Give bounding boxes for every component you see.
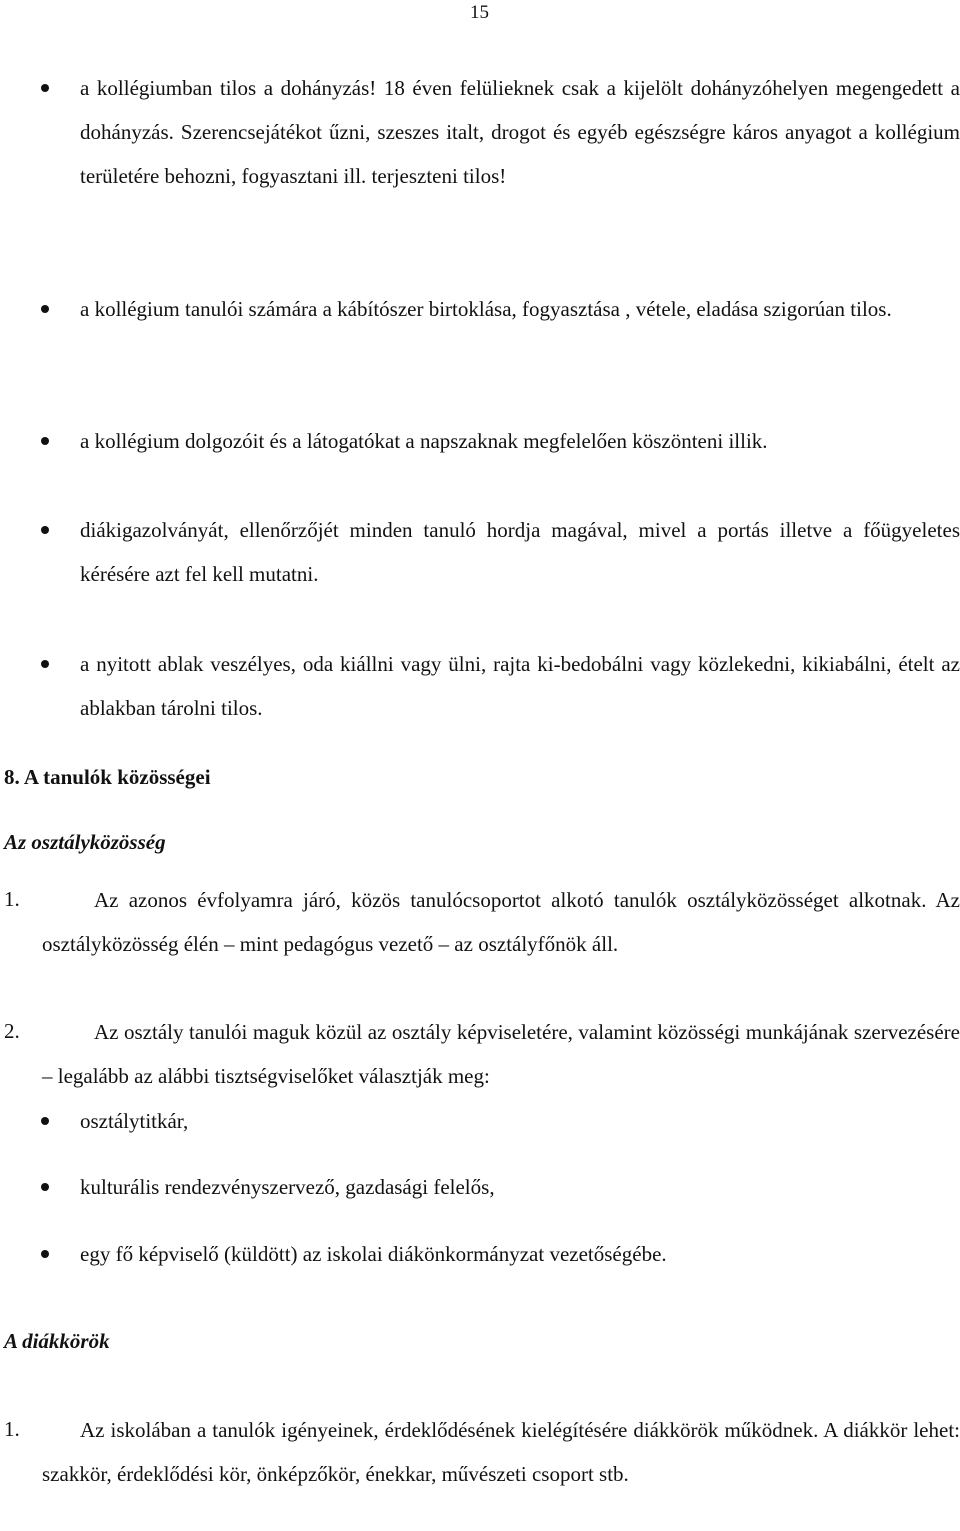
- list-item-text: osztálytitkár,: [80, 1109, 189, 1133]
- bullet-icon: [41, 1250, 49, 1258]
- bullet-icon: [41, 1183, 49, 1191]
- section-heading: 8. A tanulók közösségei: [4, 765, 211, 789]
- list-item-text: a nyitott ablak veszélyes, oda kiállni vagy ülni, rajta ki-bedobálni vagy közlekedni, kikiabálni, ételt az ablakban tárolni tilos.: [80, 652, 960, 720]
- list-item-text: kulturális rendezvényszervező, gazdasági felelős,: [80, 1175, 495, 1199]
- subsection-heading: Az osztályközösség: [4, 830, 166, 854]
- bullet-icon: [41, 84, 49, 92]
- list-item-text: diákigazolványát, ellenőrzőjét minden tanuló hordja magával, mivel a portás illetve a főügyeletes kérésére azt fel kell mutatni.: [80, 518, 960, 586]
- subsection-heading: A diákkörök: [4, 1329, 110, 1353]
- bullet-icon: [41, 526, 49, 534]
- bullet-icon: [41, 437, 49, 445]
- numbered-paragraph: Az osztály tanulói maguk közül az osztály képviseletére, valamint közösségi munkájának szervezésére – legalább az alábbi tisztségviselőket választják meg:: [42, 1020, 960, 1088]
- numbered-paragraph: Az azonos évfolyamra járó, közös tanulócsoportot alkotó tanulók osztályközösséget alkotnak. Az osztályközösség élén – mint pedagógus vezető – az osztályfőnök áll.: [42, 888, 960, 956]
- bullet-icon: [41, 660, 49, 668]
- list-item-text: a kollégium tanulói számára a kábítószer birtoklása, fogyasztása , vétele, eladása szigorúan tilos.: [80, 297, 892, 321]
- list-item-text: egy fő képviselő (küldött) az iskolai diákönkormányzat vezetőségébe.: [80, 1242, 667, 1266]
- bullet-icon: [41, 305, 49, 313]
- list-item-text: a kollégiumban tilos a dohányzás! 18 éven felülieknek csak a kijelölt dohányzóhelyen megengedett a dohányzás. Szerencsejátékot űzni, szeszes italt, drogot és egyéb egészségre káros anyagot a kollégium területére behozni, fogyasztani ill. terjeszteni tilos!: [80, 76, 960, 188]
- page-number: 15: [470, 2, 489, 23]
- item-number: 1.: [4, 887, 20, 911]
- list-item-text: a kollégium dolgozóit és a látogatókat a napszaknak megfelelően köszönteni illik.: [80, 429, 768, 453]
- item-number: 1.: [4, 1417, 20, 1441]
- numbered-paragraph: Az iskolában a tanulók igényeinek, érdeklődésének kielégítésére diákkörök működnek. A diákkör lehet: szakkör, érdeklődési kör, önképzőkör, énekkar, művészeti csoport stb.: [42, 1418, 960, 1486]
- item-number: 2.: [4, 1019, 20, 1043]
- bullet-icon: [41, 1117, 49, 1125]
